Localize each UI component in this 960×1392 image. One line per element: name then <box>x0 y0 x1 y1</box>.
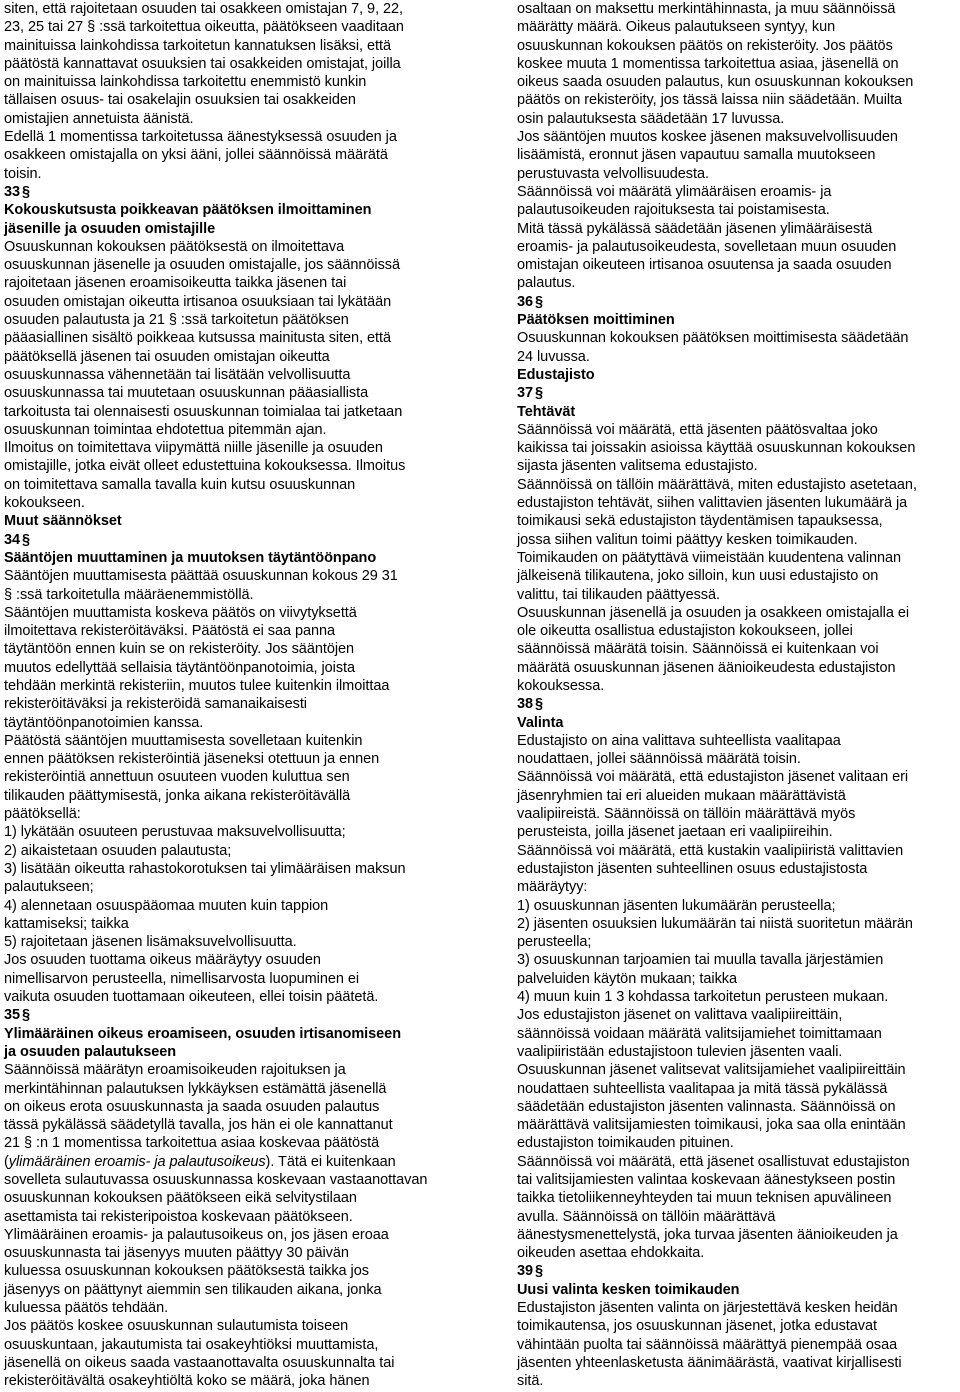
section-heading: jäsenille ja osuuden omistajille <box>4 220 216 237</box>
text-line: Päätöstä sääntöjen muuttamisesta sovelletaan kuitenkin <box>4 732 363 749</box>
section-heading: ja osuuden palautukseen <box>4 1043 177 1060</box>
section-heading: Kokouskutsusta poikkeavan päätöksen ilmoittaminen <box>4 202 372 219</box>
text-line: Säännöissä määrätyn eroamisoikeuden rajoituksen ja <box>4 1062 346 1079</box>
section-heading: Tehtävät <box>517 403 576 420</box>
text-line: Osuuskunnan jäsenet valitsevat valitsijamiehet vaalipiireittäin <box>517 1062 906 1079</box>
text-line: päätös on rekisteröity, jos tässä laissa niin säädetään. Muilta <box>517 92 903 109</box>
text-line: sijasta jäsenten valitsema edustajisto. <box>517 458 758 475</box>
right-column <box>517 0 955 1391</box>
text-line: mainituissa lainkohdissa tarkoitetun kannatuksen lisäksi, että <box>4 37 391 54</box>
text-line: osuuskuntaan, jakautumista tai osakeyhtiöksi muuttamista, <box>4 1336 379 1353</box>
text-fragment: ( <box>4 1153 9 1170</box>
section-heading: Valinta <box>517 714 564 731</box>
text-line: oikeuden asettaa ehdokkaita. <box>517 1245 705 1262</box>
section-mark: § <box>22 1007 31 1024</box>
text-line: taikka tietoliikenneyhteyden tai muun teknisen apuvälineen <box>517 1190 892 1207</box>
text-line: perusteista, joilla jäsenet jaetaan eri vaalipiireihin. <box>517 824 833 841</box>
section-mark: § <box>535 1263 544 1280</box>
text-line: rekisteröintiä annettuun osuuteen vuoden kuluttua sen <box>4 769 350 786</box>
text-line: vaalipiiristään edustajistoon tulevien jäsenten vaali. <box>517 1043 843 1060</box>
text-line: koskee muuta 1 momentissa tarkoitettua asiaa, jäsenellä on <box>517 55 899 72</box>
text-line: Jos sääntöjen muutos koskee jäsenen maksuvelvollisuuden <box>517 129 898 146</box>
text-line: täytäntöönpanotoimien kanssa. <box>4 714 204 731</box>
text-line: Mitä tässä pykälässä säädetään jäsenen ylimääräisestä <box>517 220 873 237</box>
text-line: Sääntöjen muuttamisesta päättää osuuskunnan kokous 29 31 <box>4 568 398 585</box>
text-line: äänestysmenettelystä, joka turvaa jäsenten äänioikeuden ja <box>517 1226 898 1243</box>
text-line: kuluessa osuuskunnan kokouksen päätöksestä taikka jos <box>4 1263 369 1280</box>
text-line: rekisteröitävältä osakeyhtiöltä koko se määrä, joka hänen <box>4 1373 370 1390</box>
text-line: omistajan oikeuteen irtisanoa osuutensa ja saada osuuden <box>517 257 892 274</box>
text-line: palautus. <box>517 275 576 292</box>
text-line: kattamiseksi; taikka <box>4 915 129 932</box>
text-line: Jos edustajiston jäsenet on valittava vaalipiireittäin, <box>517 1007 843 1024</box>
text-line: tällaisen osuus- tai osakelajin osuuksien tai osakkeiden <box>4 92 356 109</box>
section-num: 35 <box>4 1007 21 1024</box>
text-line: säännöissä voidaan määrätä valitsijamiehet toimittamaan <box>517 1025 882 1042</box>
text-line: 1) lykätään osuuteen perustuvaa maksuvelvollisuutta; <box>4 824 346 841</box>
text-line: kaikissa tai joissakin asioissa käyttää osuuskunnan kokouksen <box>517 440 916 457</box>
text-line: on toimitettava samalla tavalla kuin kutsu osuuskunnan <box>4 476 356 493</box>
text-line: määräytyy: <box>517 879 588 896</box>
text-line: kokouksessa. <box>517 677 605 694</box>
text-line: Osuuskunnan kokouksen päätöksestä on ilmoitettava <box>4 238 345 255</box>
text-line: edustajiston tehtävät, siihen valittavien jäsenten lukumäärä ja <box>517 495 908 512</box>
text-line: osuuskunnan toimintaa ehdotettua pitemmän ajan. <box>4 421 327 438</box>
text-line: 2) aikaistetaan osuuden palautusta; <box>4 842 232 859</box>
text-line: Jos päätös koskee osuuskunnan sulautumista toiseen <box>4 1318 349 1335</box>
section-heading: Muut säännökset <box>4 513 122 530</box>
section-num: 37 <box>517 385 534 402</box>
text-line: osakkeen omistajalla on yksi ääni, jollei säännöissä määrätä <box>4 147 388 164</box>
text-line: toisin. <box>4 165 42 182</box>
text-line: edustajiston toimikauden pituinen. <box>517 1135 734 1152</box>
text-line: perusteella; <box>517 934 592 951</box>
text-line: Ylimääräinen eroamis- ja palautusoikeus on, jos jäsen eroaa <box>4 1226 389 1243</box>
text-line: jäsenten yhteenlasketusta äänimäärästä, vaativat kirjallisesti <box>517 1354 902 1371</box>
section-heading: Uusi valinta kesken toimikauden <box>517 1281 740 1298</box>
text-line: osaltaan on maksettu merkintähinnasta, ja muu säännöissä <box>517 1 896 17</box>
section-number <box>517 293 955 311</box>
section-num: 34 <box>4 531 21 548</box>
text-line: säännöissä määrätä toisin. Säännöissä ei kuitenkaan voi <box>517 641 879 658</box>
text-fragment: ). Tätä ei kuitenkaan <box>265 1153 396 1170</box>
text-line: tarkoitusta tai olennaisesti osuuskunnan toimialaa tai jatketaan <box>4 403 403 420</box>
text-line: on mainituissa lainkohdissa tarkoitettu enemmistö kunkin <box>4 74 367 91</box>
text-line: Edustajiston jäsenten valinta on järjestettävä kesken heidän <box>517 1300 898 1317</box>
text-line: 24 luvussa. <box>517 348 590 365</box>
text-line: merkintähinnan palautuksen lykkäyksen estämättä jäsenellä <box>4 1080 387 1097</box>
text-line: eroamis- ja palautusoikeudesta, sovelletaan muun osuuden <box>517 238 897 255</box>
text-line: jäsenryhmien tai eri alueiden mukaan määrättävistä <box>517 787 846 804</box>
section-num: 36 <box>517 293 534 310</box>
text-line: täytäntöön ennen kuin se on rekisteröity. Jos sääntöjen <box>4 641 355 658</box>
text-line: määrätä osuuskunnan jäsenen äänioikeudesta edustajiston <box>517 659 896 676</box>
section-num: 39 <box>517 1263 534 1280</box>
text-line: sitä. <box>517 1373 544 1390</box>
text-line: vaalipiireistä. Säännöissä on tällöin määrättävä myös <box>517 806 856 823</box>
text-line: edustajiston jäsenten suhteellinen osuus edustajistosta <box>517 860 868 877</box>
text-line: Edustajisto on aina valittava suhteellista vaalitapaa <box>517 732 841 749</box>
text-fragment: ylimääräinen eroamis- ja palautusoikeus <box>8 1153 266 1170</box>
section-num: 33 <box>4 183 21 200</box>
text-line <box>4 1153 444 1171</box>
section-mark: § <box>22 531 31 548</box>
text-line: Säännöissä voi määrätä, että kustakin vaalipiiristä valittavien <box>517 842 904 859</box>
text-line: Ilmoitus on toimitettava viipymättä niille jäsenille ja osuuden <box>4 440 383 457</box>
text-line: ole oikeutta osallistua edustajiston kokoukseen, jollei <box>517 623 853 640</box>
text-line: rajoitetaan jäsenen eroamisoikeutta taikka jäsenen tai <box>4 275 347 292</box>
text-line: palveluiden käytön mukaan; taikka <box>517 970 738 987</box>
text-line: Säännöissä voi määrätä, että jäsenten päätösvaltaa joko <box>517 421 878 438</box>
text-line: Sääntöjen muuttamista koskeva päätös on viivytyksettä <box>4 604 357 621</box>
section-mark: § <box>535 293 544 310</box>
section-heading: Ylimääräinen oikeus eroamiseen, osuuden irtisanomiseen <box>4 1025 401 1042</box>
text-line: pääasiallinen sisältö poikkeaa kutsussa mainitusta siten, että <box>4 330 392 347</box>
text-line: osuuskunnassa vähennetään tai lisätään velvollisuutta <box>4 366 351 383</box>
text-line: jälkeisenä tilikautena, joko silloin, kun uusi edustajisto on <box>517 568 879 585</box>
section-number <box>517 384 955 402</box>
section-number <box>4 531 444 549</box>
text-line: Säännöissä voi määrätä ylimääräisen eroamis- ja <box>517 183 832 200</box>
text-line: § :ssä tarkoitetulla määräenemmistöllä. <box>4 586 254 603</box>
text-line: ennen päätöksen rekisteröintiä jäseneksi otettuun ja ennen <box>4 751 380 768</box>
text-line: Säännöissä voi määrätä, että edustajiston jäsenet valitaan eri <box>517 769 909 786</box>
text-line: noudattaen suhteellista vaalitapaa ja mitä tässä pykälässä <box>517 1080 888 1097</box>
text-line: muutos edellyttää sellaisia täytäntöönpanotoimia, joista <box>4 659 356 676</box>
text-line: osuuskunnan kokouksen päätös on rekisteröity. Jos päätös <box>517 37 893 54</box>
text-line: vähintään puolta tai säännöissä määrättyä pienempää osaa <box>517 1336 898 1353</box>
text-line: Säännöissä on tällöin määrättävä, miten edustajisto asetetaan, <box>517 476 917 493</box>
text-line: osuuskunnassa tai muutetaan osuuskunnan pääasiallista <box>4 385 369 402</box>
text-line: perustuvasta velvollisuudesta. <box>517 165 709 182</box>
text-line: osuuskunnan jäsenelle ja osuuden omistajalle, jos säännöissä <box>4 257 401 274</box>
text-line: kuluessa päätös tehdään. <box>4 1300 169 1317</box>
text-line: 5) rajoitetaan jäsenen lisämaksuvelvollisuutta. <box>4 934 297 951</box>
text-line: 1) osuuskunnan jäsenten lukumäärän perusteella; <box>517 897 836 914</box>
text-line: tilikauden päättymisestä, jonka aikana rekisteröitävällä <box>4 787 351 804</box>
section-heading: Päätöksen moittiminen <box>517 312 675 329</box>
text-line: palautusoikeuden rajoituksesta tai poistamisesta. <box>517 202 830 219</box>
text-line: Säännöissä voi määrätä, että jäsenet osallistuvat edustajiston <box>517 1153 910 1170</box>
section-num: 38 <box>517 696 534 713</box>
section-heading: Edustajisto <box>517 366 595 383</box>
section-mark: § <box>535 385 544 402</box>
section-mark: § <box>535 696 544 713</box>
text-line: 21 § :n 1 momentissa tarkoitettua asiaa koskevaa päätöstä <box>4 1135 380 1152</box>
text-line: päätöksellä jäsenen tai osuuden omistajan oikeutta <box>4 348 330 365</box>
text-line: Edellä 1 momentissa tarkoitetussa äänestyksessä osuuden ja <box>4 129 397 146</box>
text-line: osuuskunnasta tai jäsenyys muuten päättyy 30 päivän <box>4 1245 349 1262</box>
text-line: omistajien annetuista äänistä. <box>4 110 194 127</box>
text-line: 3) osuuskunnan tarjoamien tai muulla tavalla järjestämien <box>517 952 884 969</box>
text-line: jäsenellä on oikeus saada vastaanottavalta osuuskunnalta tai <box>4 1354 395 1371</box>
text-line: osin palautuksesta säädetään 17 luvussa. <box>517 110 785 127</box>
text-line: on oikeus erota osuuskunnasta ja saada osuuden palautus <box>4 1098 380 1115</box>
section-heading: Sääntöjen muuttaminen ja muutoksen täytäntöönpano <box>4 549 377 566</box>
text-line: kokoukseen. <box>4 495 85 512</box>
text-line: siten, että rajoitetaan osuuden tai osakkeen omistajan 7, 9, 22, <box>4 1 404 17</box>
text-line: määrätty määrä. Oikeus palautukseen syntyy, kun <box>517 19 836 36</box>
text-line: lisäämistä, eronnut jäsen vapautuu samalla muutokseen <box>517 147 876 164</box>
section-number <box>517 695 955 713</box>
text-line: Jos osuuden tuottama oikeus määräytyy osuuden <box>4 952 321 969</box>
text-line: 2) jäsenten osuuksien lukumäärän tai niistä suoritetun määrän <box>517 915 913 932</box>
text-line: säädetään edustajiston jäsenten valinnasta. Säännöissä on <box>517 1098 896 1115</box>
text-line: päätöksellä: <box>4 806 81 823</box>
text-line: toimikausi sekä edustajiston täydentämisen tapauksessa, <box>517 513 883 530</box>
section-number <box>4 1006 444 1024</box>
text-line: avulla. Säännöissä on tällöin määrättävä <box>517 1208 776 1225</box>
section-number <box>4 183 444 201</box>
text-line: vaikuta osuuden tuottamaan oikeuteen, ellei toisin päätetä. <box>4 989 379 1006</box>
text-line: jäsenyys on päättynyt aiemmin sen tilikauden aikana, jonka <box>4 1281 382 1298</box>
text-line: asettamista tai rekisteripoistoa koskevaan päätökseen. <box>4 1208 353 1225</box>
text-line: jossa siihen valitun toimi päättyy kesken toimikauden. <box>517 531 858 548</box>
text-line: toimikautensa, jos osuuskunnan jäsenet, jotka edustavat <box>517 1318 877 1335</box>
text-line: tai valitsijamiesten valintaa koskevaan äänestykseen postin <box>517 1172 896 1188</box>
text-line: 4) muun kuin 1 3 kohdassa tarkoitetun perusteen mukaan. <box>517 989 889 1006</box>
text-line: Osuuskunnan kokouksen päätöksen moittimisesta säädetään <box>517 330 909 347</box>
text-line: rekisteröitäväksi ja rekisteröidä samanaikaisesti <box>4 696 307 713</box>
text-line: tässä pykälässä säädetyllä tavalla, jos hän ei ole kannattanut <box>4 1117 393 1134</box>
text-line: osuuden omistajan oikeutta irtisanoa osuuksiaan tai lykätään <box>4 293 392 310</box>
text-line: noudattaen, jollei säännöissä määrätä toisin. <box>517 751 801 768</box>
section-mark: § <box>22 183 31 200</box>
text-line: tehdään merkintä rekisteriin, muutos tulee kuitenkin ilmoittaa <box>4 677 390 694</box>
text-line: Toimikauden on päätyttävä viimeistään kuudentena valinnan <box>517 549 902 566</box>
text-line: osuuden palautusta ja 21 § :ssä tarkoitetun päätöksen <box>4 312 349 329</box>
left-column <box>4 0 444 1391</box>
text-line: palautukseen; <box>4 879 94 896</box>
text-line: omistajille, jotka eivät olleet edustettuina kokouksessa. Ilmoitus <box>4 458 406 475</box>
text-line: valittu, tai tilikauden päättyessä. <box>517 586 720 603</box>
text-line: 3) lisätään oikeutta rahastokorotuksen tai ylimääräisen maksun <box>4 860 406 877</box>
text-line: päätöstä kannattavat osuuksien tai osakkeiden omistajat, joilla <box>4 55 401 72</box>
text-line: sovelleta sulautuvassa osuuskunnassa koskevaan vastaanottavan <box>4 1172 428 1188</box>
text-line: 4) alennetaan osuuspääomaa muuten kuin tappion <box>4 897 329 914</box>
section-number <box>517 1262 955 1280</box>
text-line: oikeus saada osuuden palautus, kun osuuskunnan kokouksen <box>517 74 914 91</box>
text-line: nimellisarvon perusteella, nimellisarvosta luopuminen ei <box>4 970 360 987</box>
text-line: määrättävä valitsijamiesten toimikausi, joka saa olla enintään <box>517 1117 906 1134</box>
text-line: Osuuskunnan jäsenellä ja osuuden ja osakkeen omistajalla ei <box>517 604 910 621</box>
text-line: ilmoitettava rekisteröitäväksi. Päätöstä ei saa panna <box>4 623 336 640</box>
text-line: osuuskunnan kokouksen päätökseen eikä selvitystilaan <box>4 1190 357 1207</box>
text-line: 23, 25 tai 27 § :ssä tarkoitettua oikeutta, päätökseen vaaditaan <box>4 19 404 36</box>
